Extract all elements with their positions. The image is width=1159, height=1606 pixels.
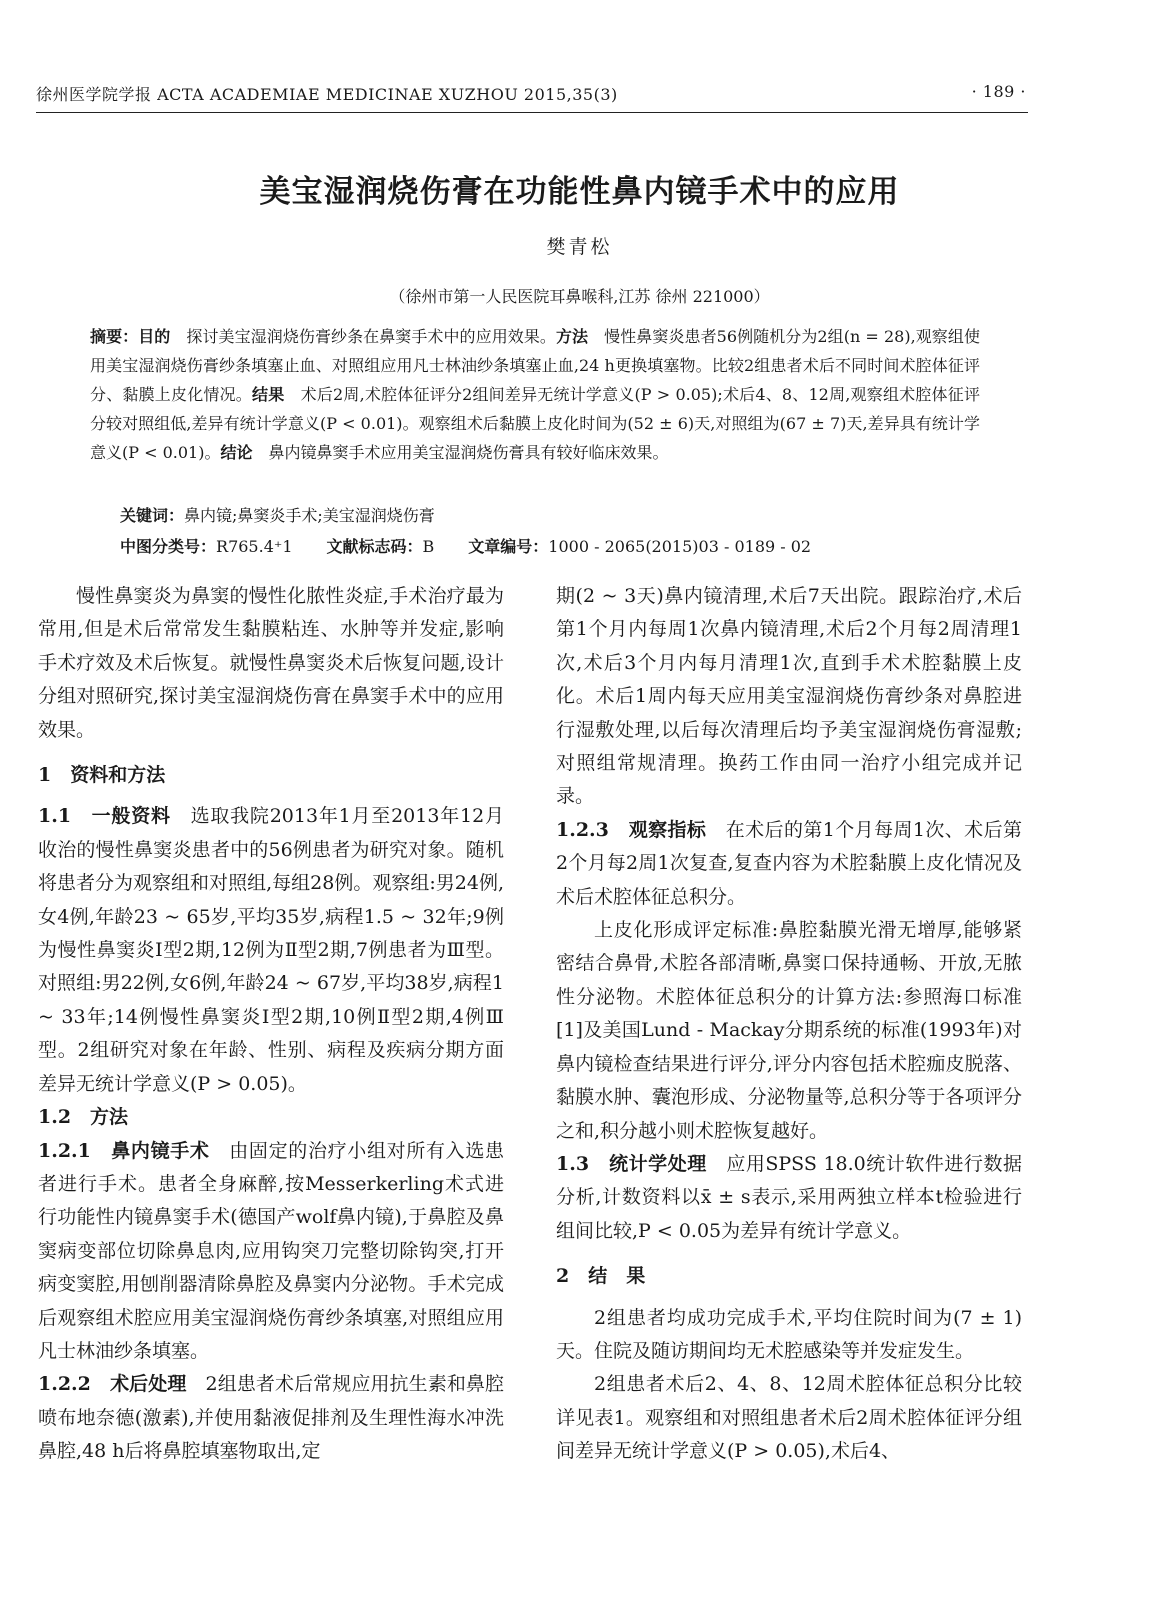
conclusion-text: 鼻内镜鼻窦手术应用美宝湿润烧伤膏具有较好临床效果。: [252, 443, 669, 462]
section-1-3: [556, 1148, 1022, 1248]
objective-label: 目的: [138, 327, 171, 346]
right-column: [556, 580, 1022, 1469]
section-1-1-heading: 1.1 一般资料: [38, 805, 171, 828]
results-text: 术后2周,术腔体征评分2组间差异无统计学意义(P > 0.05);术后4、8、12周,观察组术腔体征评分较对照组低,差异有统计学意义(P < 0.01)。观察组术后黏膜上皮化时间为(52 ± 6)天,对照组为(67 ± 7)天,差异具有统计学意义(P < 0.01)。: [90, 385, 980, 462]
section-1-2-3-heading: 1.2.3 观察指标: [556, 818, 707, 841]
keywords-label: 关键词：: [120, 506, 185, 525]
header-divider: [36, 112, 1028, 113]
classification-line: [120, 534, 980, 557]
clc-value: R765.4⁺1: [216, 537, 293, 556]
results-label: 结果: [252, 385, 285, 404]
left-column: [38, 580, 504, 1469]
section-1-heading: 1 资料和方法: [38, 764, 166, 787]
section-2-heading: 2 结 果: [556, 1265, 646, 1288]
abstract: [90, 322, 980, 467]
clc-label: 中图分类号：: [120, 537, 217, 556]
section-1-2-2-text: 2组患者术后常规应用抗生素和鼻腔喷布地奈德(激素),并使用黏液促排剂及生理性海水冲洗鼻腔,48 h后将鼻腔填塞物取出,定: [38, 1373, 505, 1463]
intro-paragraph: 慢性鼻窦炎为鼻窦的慢性化脓性炎症,手术治疗最为常用,但是术后常常发生黏膜粘连、水肿等并发症,影响手术疗效及术后恢复。就慢性鼻窦炎术后恢复问题,设计分组对照研究,探讨美宝湿润烧伤膏在鼻窦手术中的应用效果。: [38, 585, 504, 741]
results-paragraph-2: 2组患者术后2、4、8、12周术腔体征总积分比较详见表1。观察组和对照组患者术后2周术腔体征评分组间差异无统计学意义(P > 0.05),术后4、: [556, 1373, 1022, 1463]
keywords-text: 鼻内镜;鼻窦炎手术;美宝湿润烧伤膏: [184, 506, 435, 525]
objective-text: 探讨美宝湿润烧伤膏纱条在鼻窦手术中的应用效果。: [170, 327, 556, 346]
section-1-2-2-heading: 1.2.2 术后处理: [38, 1373, 187, 1396]
methods-label: 方法: [555, 327, 589, 346]
continued-paragraph: 期(2 ~ 3天)鼻内镜清理,术后7天出院。跟踪治疗,术后第1个月内每周1次鼻内镜清理,术后2个月每2周清理1次,术后3个月内每月清理1次,直到手术术腔黏膜上皮化。术后1周内每天应用美宝湿润烧伤膏纱条对鼻腔进行湿敷处理,以后每次清理后均予美宝湿润烧伤膏湿敷;对照组常规清理。换药工作由同一治疗小组完成并记录。: [556, 585, 1022, 808]
section-1-2-heading: 1.2 方法: [38, 1106, 129, 1129]
section-1-2-1-heading: 1.2.1 鼻内镜手术: [38, 1139, 210, 1162]
paper-title: 美宝湿润烧伤膏在功能性鼻内镜手术中的应用: [259, 174, 900, 210]
section-1-2-1: [38, 1135, 504, 1369]
affiliation: （徐州市第一人民医院耳鼻喉科,江苏 徐州 221000）: [389, 287, 770, 306]
doc-code-label: 文献标志码：: [326, 537, 423, 556]
section-1-3-heading: 1.3 统计学处理: [556, 1152, 707, 1175]
results-paragraph-1: 2组患者均成功完成手术,平均住院时间为(7 ± 1)天。住院及随访期间均无术腔感染等并发症发生。: [556, 1306, 1022, 1362]
section-1-2-2: [38, 1368, 504, 1468]
journal-info: 徐州医学院学报 ACTA ACADEMIAE MEDICINAE XUZHOU 2015,35(3): [36, 85, 618, 104]
author: 樊青松: [546, 236, 613, 258]
doc-code-value: B: [422, 537, 435, 556]
abstract-label: 摘要：: [90, 327, 139, 346]
article-number-label: 文章编号：: [468, 537, 549, 556]
page-number: · 189 ·: [971, 82, 1026, 101]
section-1-2-3-text: 在术后的第1个月每周1次、术后第2个月每2周1次复查,复查内容为术腔黏膜上皮化情况及术后术腔体征总积分。: [556, 818, 1022, 908]
keywords: [120, 503, 980, 526]
running-header: [36, 82, 1026, 105]
methods-text: 慢性鼻窦炎患者56例随机分为2组(n = 28),观察组使用美宝湿润烧伤膏纱条填塞止血、对照组应用凡士林油纱条填塞止血,24 h更换填塞物。比较2组患者术后不同时间术腔体征评分、黏膜上皮化情况。: [90, 327, 980, 404]
criteria-paragraph: 上皮化形成评定标准:鼻腔黏膜光滑无增厚,能够紧密结合鼻骨,术腔各部清晰,鼻窦口保持通畅、开放,无脓性分泌物。术腔体征总积分的计算方法:参照海口标准[1]及美国Lund - Mackay分期系统的标准(1993年)对鼻内镜检查结果进行评分,评分内容包括术腔痂皮脱落、黏膜水肿、囊泡形成、分泌物量等,总积分等于各项评分之和,积分越小则术腔恢复越好。: [556, 919, 1022, 1142]
conclusion-label: 结论: [220, 443, 253, 462]
section-1-3-text: 应用SPSS 18.0统计软件进行数据分析,计数资料以x̄ ± s表示,采用两独立样本t检验进行组间比较,P < 0.05为差异有统计学意义。: [556, 1152, 1022, 1242]
section-1-1-text: 选取我院2013年1月至2013年12月收治的慢性鼻窦炎患者中的56例患者为研究对象。随机将患者分为观察组和对照组,每组28例。观察组:男24例,女4例,年龄23 ~ 65岁,平均35岁,病程1.5 ~ 32年;9例为慢性鼻窦炎Ⅰ型2期,12例为Ⅱ型2期,7例患者为Ⅲ型。对照组:男22例,女6例,年龄24 ~ 67岁,平均38岁,病程1 ~ 33年;14例慢性鼻窦炎Ⅰ型2期,10例Ⅱ型2期,4例Ⅲ型。2组研究对象在年龄、性别、病程及疾病分期方面差异无统计学意义(P > 0.05)。: [38, 805, 504, 1095]
section-1-1: [38, 800, 504, 1101]
article-number-value: 1000 - 2065(2015)03 - 0189 - 02: [548, 537, 812, 556]
section-1-2-3: [556, 814, 1022, 914]
section-1-2-1-text: 由固定的治疗小组对所有入选患者进行手术。患者全身麻醉,按Messerkerling术式进行功能性内镜鼻窦手术(德国产wolf鼻内镜),于鼻腔及鼻窦病变部位切除鼻息肉,应用钩突刀完整切除钩突,打开病变窦腔,用刨削器清除鼻腔及鼻窦内分泌物。手术完成后观察组术腔应用美宝湿润烧伤膏纱条填塞,对照组应用凡士林油纱条填塞。: [38, 1139, 504, 1362]
